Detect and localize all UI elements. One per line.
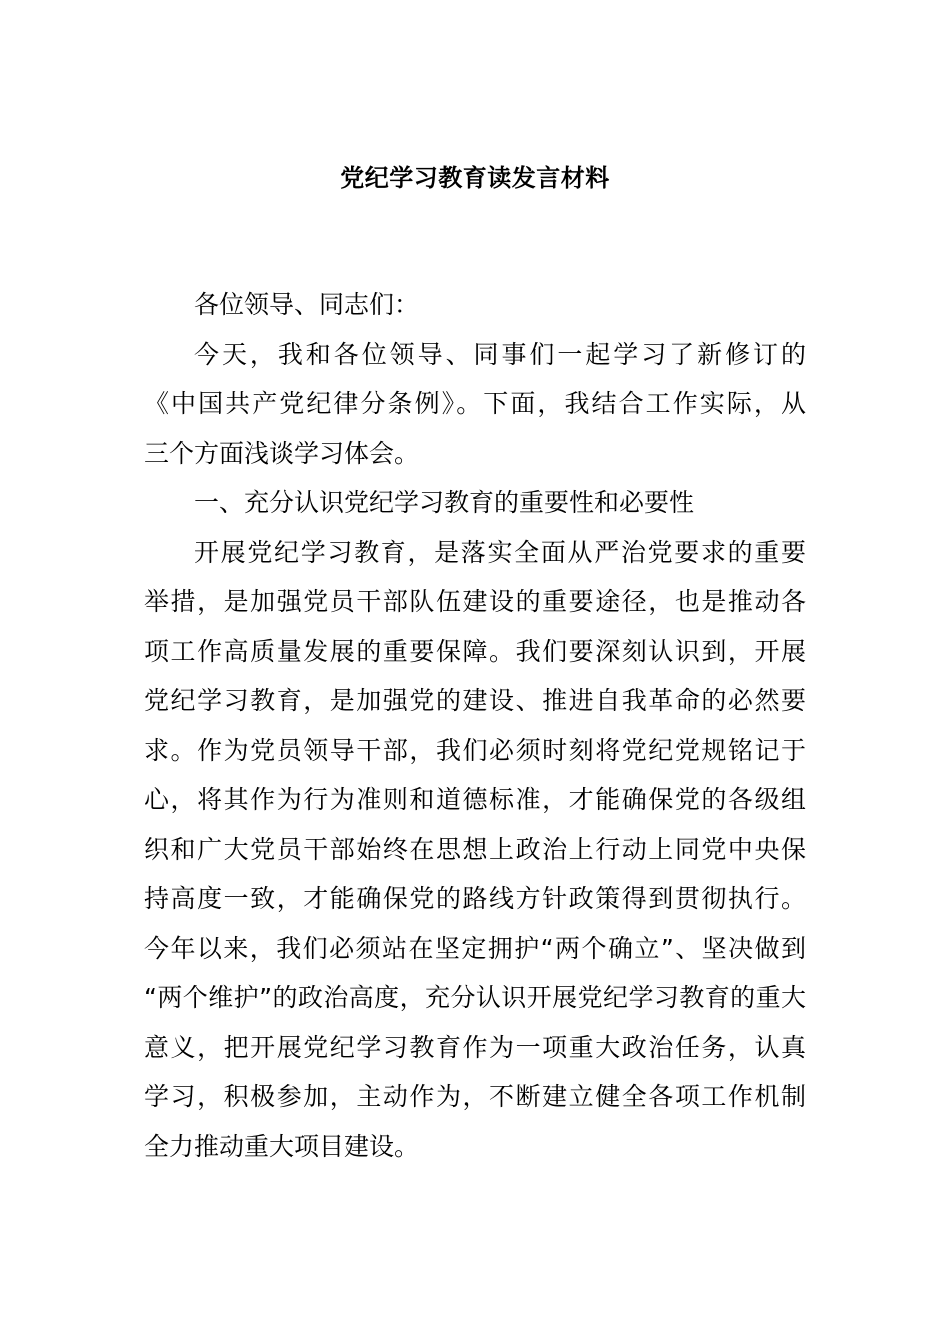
paragraph-2-line: 项工作高质量发展的重要保障。我们要深刻认识到，开展 — [144, 636, 806, 666]
paragraph-2-line: 持高度一致，才能确保党的路线方针政策得到贯彻执行。 — [144, 884, 806, 913]
paragraph-2-line: 意义，把开展党纪学习教育作为一项重大政治任务，认真 — [144, 1032, 806, 1062]
paragraph-2-line: 求。作为党员领导干部，我们必须时刻将党纪党规铭记于 — [144, 735, 806, 765]
paragraph-2-line: 举措，是加强党员干部队伍建设的重要途径，也是推动各 — [144, 587, 806, 616]
salutation: 各位领导、同志们： — [194, 290, 420, 319]
paragraph-2-line: 党纪学习教育，是加强党的建设、推进自我革命的必然要 — [144, 686, 806, 715]
paragraph-2-line: 心，将其作为行为准则和道德标准，才能确保党的各级组 — [144, 785, 806, 814]
document-body — [144, 280, 806, 1171]
paragraph-2-line: “两个维护”的政治高度，充分认识开展党纪学习教育的重大 — [144, 983, 806, 1012]
paragraph-2-line: 织和广大党员干部始终在思想上政治上行动上同党中央保 — [144, 834, 806, 864]
paragraph-2-line: 开展党纪学习教育，是落实全面从严治党要求的重要 — [194, 537, 806, 567]
paragraph-2-line: 今年以来，我们必须站在坚定拥护“两个确立”、坚决做到 — [144, 933, 806, 963]
paragraph-2-line: 全力推动重大项目建设。 — [144, 1131, 420, 1161]
paragraph-1-line: 今天，我和各位领导、同事们一起学习了新修订的 — [194, 339, 806, 369]
paragraph-1-line: 《中国共产党纪律分条例》。下面，我结合工作实际，从 — [144, 389, 806, 418]
paragraph-2-line: 学习，积极参加，主动作为，不断建立健全各项工作机制 — [144, 1082, 806, 1111]
section-heading-1: 一、充分认识党纪学习教育的重要性和必要性 — [194, 488, 695, 517]
document-title: 党纪学习教育读发言材料 — [340, 164, 610, 192]
paragraph-1-line: 三个方面浅谈学习体会。 — [144, 438, 420, 468]
